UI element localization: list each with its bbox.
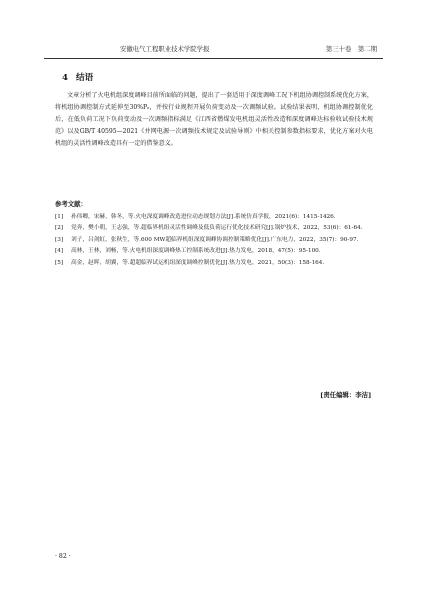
volume-issue: 第三十卷 第二期 xyxy=(325,45,377,53)
references-heading: 参考文献： xyxy=(55,200,87,208)
reference-text: 刘子，吕剑虹，张秋生，等.600 MW超临界机组深度调峰协调控制策略优化[J].广东电力，2022，35(7)：90-97. xyxy=(71,236,359,243)
reference-item xyxy=(55,235,373,246)
reference-index: [3] xyxy=(55,236,64,243)
section-title: 结语 xyxy=(75,73,94,83)
reference-index: [1] xyxy=(55,214,64,220)
reference-index: [5] xyxy=(55,259,64,266)
reference-text: 孙伟卿，宋赫，韩冬，等.火电深度调峰改造进位动态规划方法[J].系统仿真学报，2021(6)：1415-1426. xyxy=(71,214,336,220)
reference-item xyxy=(55,258,373,269)
section-number: 4 xyxy=(62,73,68,83)
reference-list xyxy=(55,212,373,269)
reference-text: 高金，赵晖，胡翼，等.超超临界试运机组深度调峰控制优化[J].热力发电，2021，50(3)：158-164. xyxy=(71,259,325,266)
conclusion-body xyxy=(55,90,373,150)
reference-text: 党奔，樊小朝，王志强，等.超临界机组灵活性调峰及低负荷运行优化技术研究[J].锅炉技术，2022，53(6)：61-64. xyxy=(71,225,363,232)
page-number: · 82 · xyxy=(55,553,71,560)
conclusion-paragraph: 文章分析了火电机组深度调峰目前所面临的问题，提出了一套适用于深度调峰工况下机组协调控制系统优化方案，将机组协调控制方式延伸至30%Pₑ，并按行业规程开展负荷变动及一次调频试验。试验结果表明，机组协调控制优化后，在低负荷工况下负荷变动及一次调频指标满足《江西省燃煤发电机组灵活性改造和深度调峰达标验收试验技术规范》以及GB/T 40595—2021《并网电源一次调频技术规定及试验导则》中相关控制参数指标要求，优化方案对火电机组的灵活性调峰改造具有一定的借鉴意义。 xyxy=(55,92,373,147)
journal-title: 安徽电气工程职业技术学院学报 xyxy=(120,45,210,53)
reference-item xyxy=(55,223,373,234)
reference-item xyxy=(55,212,373,223)
section-heading xyxy=(62,72,93,84)
responsible-editor: [责任编辑：李洁] xyxy=(320,391,371,399)
running-header xyxy=(44,44,383,59)
reference-item xyxy=(55,246,373,257)
reference-index: [4] xyxy=(55,248,64,255)
reference-index: [2] xyxy=(55,225,64,232)
reference-text: 高林，王林，刘畅，等.火电机组深度调峰热工控制系统改进[J].热力发电，2018，47(5)：95-100. xyxy=(71,248,321,255)
